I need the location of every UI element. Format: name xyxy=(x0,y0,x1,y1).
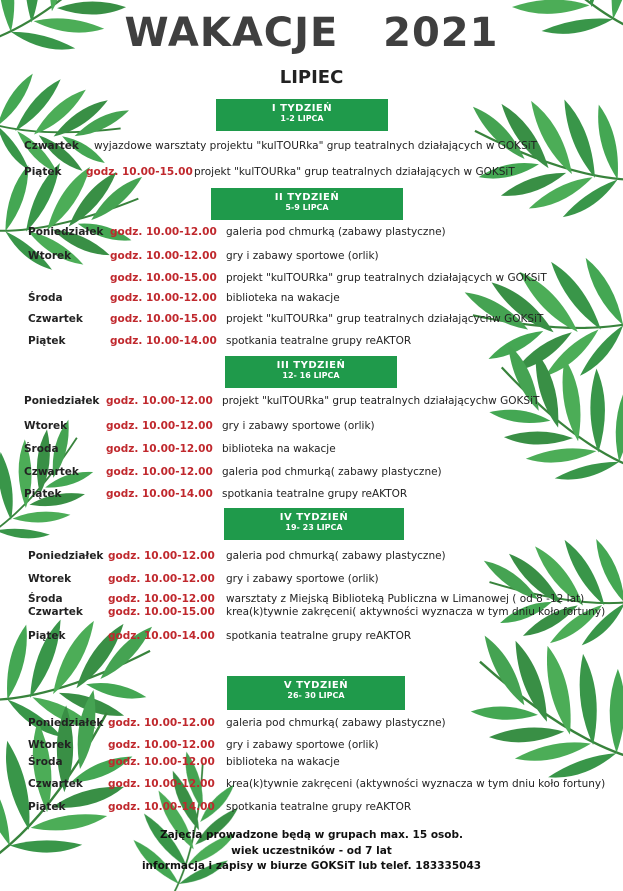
week-title: I TYDZIEŃ xyxy=(271,103,333,114)
day-label: Poniedziałek xyxy=(28,717,104,729)
week-dates: 19- 23 LIPCA xyxy=(285,523,343,532)
week-header-4 xyxy=(224,508,404,540)
time-label: godz. 10.00-12.00 xyxy=(108,739,215,751)
time-label: godz. 10.00-12.00 xyxy=(108,593,215,605)
activity-label: krea(k)tywnie zakręceni (aktywności wyznacza w tym dniu koło fortuny) xyxy=(226,778,606,790)
week-header-3 xyxy=(225,356,397,388)
time-label: godz. 10.00-12.00 xyxy=(106,420,213,432)
time-label: godz. 10.00-12.00 xyxy=(108,550,215,562)
week-header-5 xyxy=(227,676,405,710)
time-label: godz. 10.00-14.00 xyxy=(110,335,217,347)
footer-line: wiek uczestników - od 7 lat xyxy=(231,845,392,857)
time-label: godz. 10.00-12.00 xyxy=(108,573,215,585)
activity-label: spotkania teatralne grupy reAKTOR xyxy=(226,335,412,347)
activity-label: projekt "kulTOURka" grup teatralnych działających w GOKSiT xyxy=(194,166,515,178)
page-title: WAKACJE 2021 xyxy=(124,10,499,56)
time-label: godz. 10.00-12.00 xyxy=(106,466,213,478)
time-label: godz. 10.00-15.00 xyxy=(110,313,217,325)
week-header-2 xyxy=(211,188,403,220)
day-label: Poniedziałek xyxy=(24,395,100,407)
time-label: godz. 10.00-14.00 xyxy=(108,801,215,813)
activity-label: biblioteka na wakacje xyxy=(226,292,340,304)
week-dates: 5-9 LIPCA xyxy=(285,203,329,212)
activity-label: galeria pod chmurką (zabawy plastyczne) xyxy=(226,226,446,238)
day-label: Piątek xyxy=(28,630,66,642)
activity-label: biblioteka na wakacje xyxy=(222,443,336,455)
activity-label: projekt "kulTOURka" grup teatralnych działającychw GOKSiT xyxy=(222,395,540,407)
day-label: Piątek xyxy=(28,801,66,813)
footer-line: Zajęcia prowadzone będą w grupach max. 15 osob. xyxy=(159,829,464,841)
day-label: Środa xyxy=(24,443,59,455)
activity-label: projekt "kulTOURka" grup teatralnych działających w GOKSiT xyxy=(226,272,547,284)
day-label: Wtorek xyxy=(28,573,72,585)
day-label: Piątek xyxy=(24,166,62,178)
time-label: godz. 10.00-12.00 xyxy=(108,778,215,790)
day-label: Wtorek xyxy=(28,250,72,262)
activity-label: galeria pod chmurką( zabawy plastyczne) xyxy=(222,466,442,478)
time-label: godz. 10.00-12.00 xyxy=(108,717,215,729)
activity-label: galeria pod chmurką( zabawy plastyczne) xyxy=(226,717,446,729)
day-label: Środa xyxy=(28,292,63,304)
day-label: Piątek xyxy=(28,335,66,347)
activity-label: gry i zabawy sportowe (orlik) xyxy=(222,420,375,432)
activity-label: spotkania teatralne grupy reAKTOR xyxy=(226,630,412,642)
activity-label: projekt "kulTOURka" grup teatralnych działającychw GOKSiT xyxy=(226,313,544,325)
activity-label: gry i zabawy sportowe (orlik) xyxy=(226,250,379,262)
day-label: Czwartek xyxy=(24,140,79,152)
time-label: godz. 10.00-12.00 xyxy=(110,226,217,238)
activity-label: spotkania teatralne grupy reAKTOR xyxy=(222,488,408,500)
day-label: Wtorek xyxy=(28,739,72,751)
activity-label: warsztaty z Miejską Biblioteką Publiczna w Limanowej ( od 8 -12 lat) xyxy=(226,593,585,605)
day-label: Czwartek xyxy=(28,606,83,618)
day-label: Piątek xyxy=(24,488,62,500)
time-label: godz. 10.00-14.00 xyxy=(108,630,215,642)
week-title: III TYDZIEŃ xyxy=(276,360,346,371)
week-header-1 xyxy=(216,99,388,131)
month-title: LIPIEC xyxy=(279,67,344,88)
activity-label: gry i zabawy sportowe (orlik) xyxy=(226,739,379,751)
day-label: Czwartek xyxy=(24,466,79,478)
day-label: Czwartek xyxy=(28,778,83,790)
time-label: godz. 10.00-14.00 xyxy=(106,488,213,500)
time-label: godz. 10.00-15.00 xyxy=(110,272,217,284)
day-label: Czwartek xyxy=(28,313,83,325)
footer-line: informacja i zapisy w biurze GOKSiT lub telef. 183335043 xyxy=(141,860,482,872)
day-label: Wtorek xyxy=(24,420,68,432)
week-title: IV TYDZIEŃ xyxy=(279,512,349,523)
day-label: Poniedziałek xyxy=(28,226,104,238)
week-dates: 26- 30 LIPCA xyxy=(287,691,345,700)
day-label: Środa xyxy=(28,756,63,768)
week-title: II TYDZIEŃ xyxy=(274,192,340,203)
time-label: godz. 10.00-12.00 xyxy=(106,395,213,407)
activity-label: krea(k)tywnie zakręceni( aktywności wyznacza w tym dniu koło fortuny) xyxy=(226,606,606,618)
time-label: godz. 10.00-12.00 xyxy=(110,292,217,304)
activity-label: biblioteka na wakacje xyxy=(226,756,340,768)
week-dates: 1-2 LIPCA xyxy=(280,114,324,123)
activity-label: gry i zabawy sportowe (orlik) xyxy=(226,573,379,585)
activity-label: wyjazdowe warsztaty projektu "kulTOURka" grup teatralnych działających w GOKSiT xyxy=(94,140,538,152)
week-dates: 12- 16 LIPCA xyxy=(282,371,340,380)
day-label: Środa xyxy=(28,593,63,605)
time-label: godz. 10.00-12.00 xyxy=(106,443,213,455)
week-title: V TYDZIEŃ xyxy=(283,680,349,691)
activity-label: galeria pod chmurką( zabawy plastyczne) xyxy=(226,550,446,562)
day-label: Poniedziałek xyxy=(28,550,104,562)
time-label: godz. 10.00-15.00 xyxy=(108,606,215,618)
time-label: godz. 10.00-12.00 xyxy=(108,756,215,768)
time-label: godz. 10.00-15.00 xyxy=(86,166,193,178)
activity-label: spotkania teatralne grupy reAKTOR xyxy=(226,801,412,813)
time-label: godz. 10.00-12.00 xyxy=(110,250,217,262)
